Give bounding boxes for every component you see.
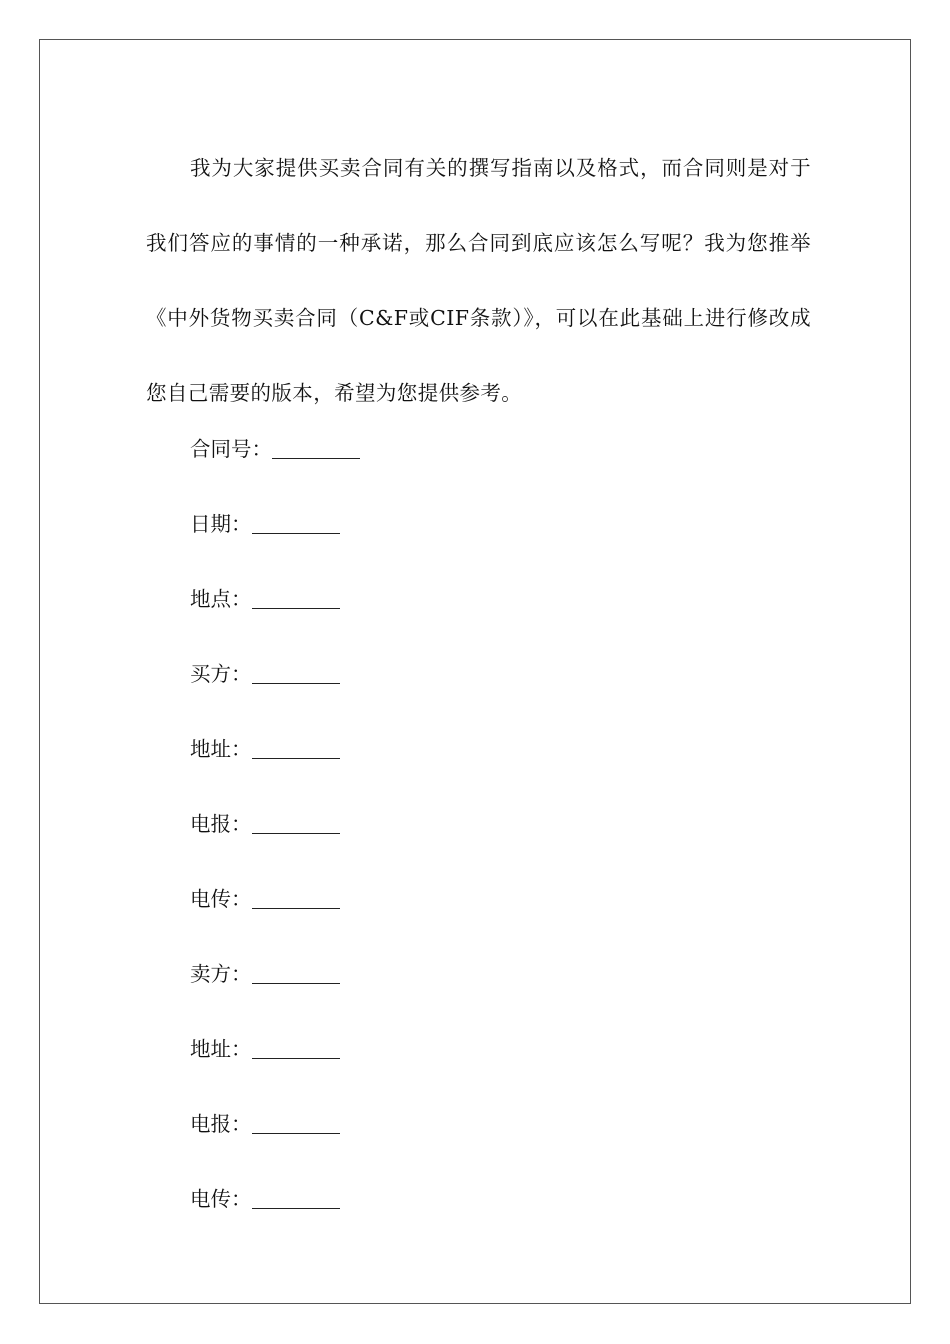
field-blank[interactable] <box>252 1188 340 1209</box>
field-buyer-cable <box>190 787 360 862</box>
field-seller <box>190 937 360 1012</box>
field-seller-cable <box>190 1087 360 1162</box>
field-blank[interactable] <box>252 513 340 534</box>
field-buyer <box>190 637 360 712</box>
field-blank[interactable] <box>252 963 340 984</box>
field-blank[interactable] <box>252 663 340 684</box>
field-blank[interactable] <box>252 1113 340 1134</box>
field-label: 电报： <box>190 1112 252 1136</box>
field-buyer-address <box>190 712 360 787</box>
field-label: 买方： <box>190 662 252 686</box>
field-blank[interactable] <box>272 438 360 459</box>
field-blank[interactable] <box>252 588 340 609</box>
field-blank[interactable] <box>252 888 340 909</box>
field-label: 地点： <box>190 587 252 611</box>
intro-paragraph: 我为大家提供买卖合同有关的撰写指南以及格式，而合同则是对于我们答应的事情的一种承诺，那么合同到底应该怎么写呢？我为您推举《中外货物买卖合同（C&F或CIF条款）》，可以在此基础上进行修改成您自己需要的版本，希望为您提供参考。 <box>146 156 811 405</box>
field-seller-address <box>190 1012 360 1087</box>
field-label: 卖方： <box>190 962 252 986</box>
field-blank[interactable] <box>252 813 340 834</box>
field-label: 地址： <box>190 737 252 761</box>
field-contract-number <box>190 412 360 487</box>
field-label: 电报： <box>190 812 252 836</box>
field-label: 电传： <box>190 1187 252 1211</box>
field-label: 日期： <box>190 512 252 536</box>
field-label: 地址： <box>190 1037 252 1061</box>
field-blank[interactable] <box>252 1038 340 1059</box>
contract-fields <box>190 412 360 1237</box>
field-date <box>190 487 360 562</box>
field-place <box>190 562 360 637</box>
field-label: 合同号： <box>190 437 272 461</box>
field-seller-telex <box>190 1162 360 1237</box>
field-label: 电传： <box>190 887 252 911</box>
field-blank[interactable] <box>252 738 340 759</box>
field-buyer-telex <box>190 862 360 937</box>
